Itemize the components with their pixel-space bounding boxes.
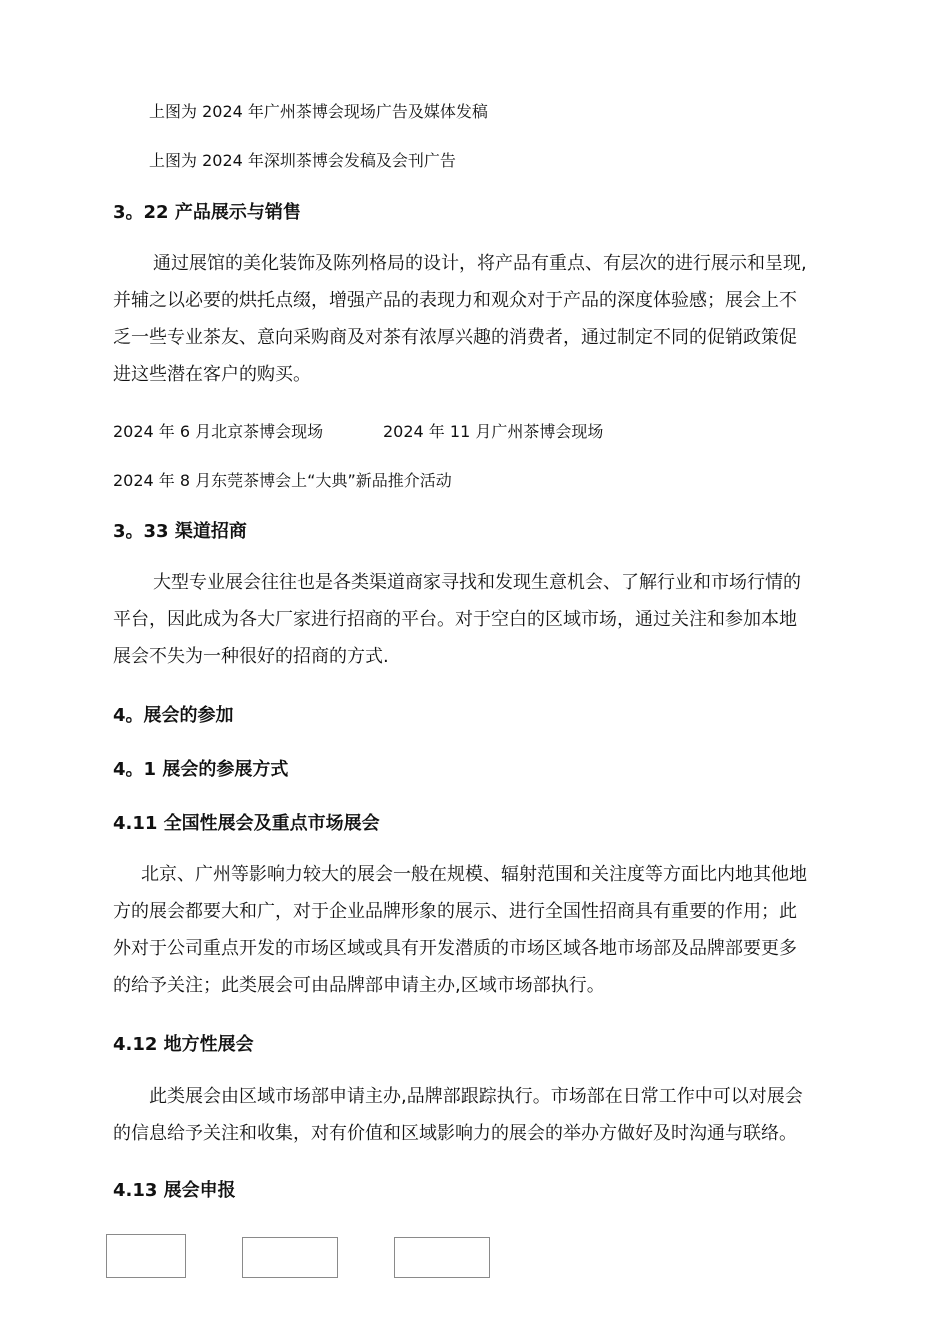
heading-3-22: 3。22 产品展示与销售 — [113, 202, 301, 223]
paragraph-3-22 — [113, 245, 855, 393]
paragraph-line: 平台，因此成为各大厂家进行招商的平台。对于空白的区域市场，通过关注和参加本地 — [113, 609, 797, 630]
photo-caption-dongguan: 2024 年 8 月东莞茶博会上“大典”新品推介活动 — [113, 471, 452, 490]
paragraph-line: 方的展会都要大和广，对于企业品牌形象的展示、进行全国性招商具有重要的作用；此 — [113, 901, 797, 922]
heading-4-12: 4.12 地方性展会 — [113, 1034, 254, 1055]
photo-caption-beijing: 2024 年 6 月北京茶博会现场 — [113, 422, 324, 441]
heading-4: 4。展会的参加 — [113, 705, 234, 726]
paragraph-line: 通过展馆的美化装饰及陈列格局的设计，将产品有重点、有层次的进行展示和呈现, — [153, 253, 807, 274]
paragraph-line: 大型专业展会往往也是各类渠道商家寻找和发现生意机会、了解行业和市场行情的 — [153, 572, 801, 593]
heading-3-33: 3。33 渠道招商 — [113, 521, 247, 542]
paragraph-4-12 — [113, 1078, 855, 1152]
flowchart-box — [242, 1237, 338, 1278]
paragraph-3-33 — [113, 564, 855, 675]
photo-caption-guangzhou: 2024 年 11 月广州茶博会现场 — [383, 422, 604, 441]
paragraph-line: 的信息给予关注和收集，对有价值和区域影响力的展会的举办方做好及时沟通与联络。 — [113, 1123, 797, 1144]
paragraph-line: 进这些潜在客户的购买。 — [113, 364, 311, 385]
caption-shenzhen-2024: 上图为 2024 年深圳茶博会发稿及会刊广告 — [149, 151, 456, 170]
paragraph-line: 的给予关注；此类展会可由品牌部申请主办,区域市场部执行。 — [113, 975, 605, 996]
caption-guangzhou-2024: 上图为 2024 年广州茶博会现场广告及媒体发稿 — [149, 102, 488, 121]
paragraph-line: 此类展会由区域市场部申请主办,品牌部跟踪执行。市场部在日常工作中可以对展会 — [149, 1086, 803, 1107]
paragraph-4-11 — [113, 856, 855, 1004]
paragraph-line: 外对于公司重点开发的市场区域或具有开发潜质的市场区域各地市场部及品牌部要更多 — [113, 938, 797, 959]
flowchart-box — [106, 1234, 186, 1278]
heading-4-11: 4.11 全国性展会及重点市场展会 — [113, 813, 380, 834]
paragraph-line: 北京、广州等影响力较大的展会一般在规模、辐射范围和关注度等方面比内地其他地 — [141, 864, 807, 885]
flowchart-box — [394, 1237, 490, 1278]
paragraph-line: 并辅之以必要的烘托点缀，增强产品的表现力和观众对于产品的深度体验感；展会上不 — [113, 290, 797, 311]
paragraph-line: 展会不失为一种很好的招商的方式. — [113, 646, 389, 667]
heading-4-1: 4。1 展会的参展方式 — [113, 759, 289, 780]
paragraph-line: 乏一些专业茶友、意向采购商及对茶有浓厚兴趣的消费者，通过制定不同的促销政策促 — [113, 327, 797, 348]
heading-4-13: 4.13 展会申报 — [113, 1180, 236, 1201]
